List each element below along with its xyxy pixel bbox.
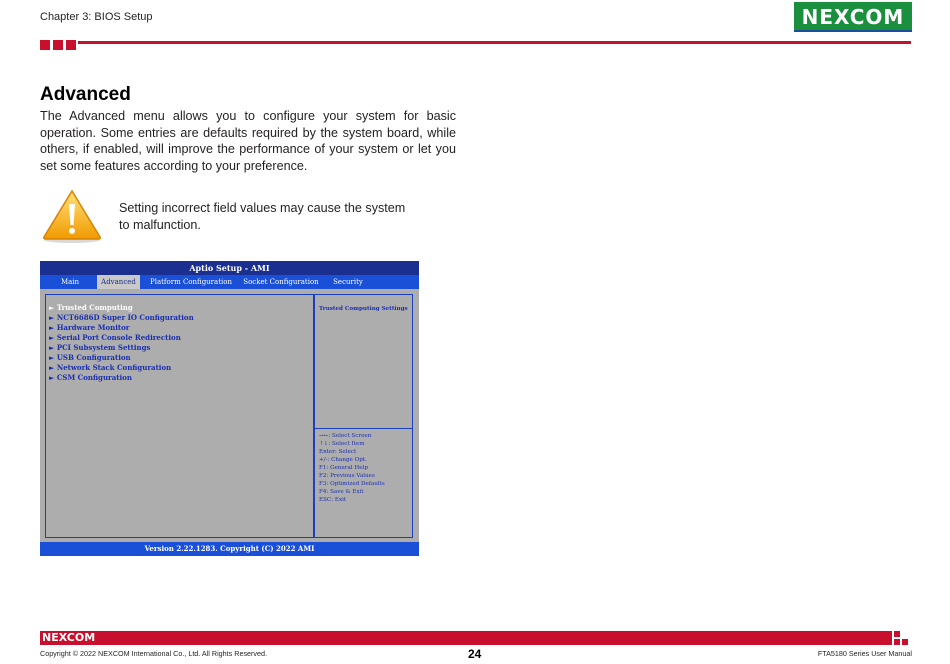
tab-platform-configuration[interactable]: Platform Configuration (150, 278, 232, 286)
footer-logo: NEXCOM (40, 631, 102, 645)
tab-advanced[interactable]: Advanced (97, 275, 140, 289)
key-hint: F3: Optimized Defaults (319, 481, 385, 487)
header-square (40, 40, 50, 50)
menu-item-network-stack[interactable]: ► Network Stack Configuration (49, 363, 172, 372)
chapter-title: Chapter 3: BIOS Setup (40, 11, 153, 23)
bios-help-panel (313, 294, 413, 538)
help-panel-divider (313, 428, 413, 429)
logo-underline (794, 30, 912, 32)
intro-paragraph: The Advanced menu allows you to configure your system for basic operation. Some entries are defaults required by the system board, while others, if enabled, will improve the performance of your system or let you set some features according to your preference. (40, 109, 456, 173)
key-hint: ↑↓: Select Item (319, 441, 365, 447)
header-square (53, 40, 63, 50)
bios-screenshot (40, 261, 419, 556)
tab-security[interactable]: Security (333, 278, 363, 286)
footer-square (894, 639, 900, 645)
key-hint: F4: Save & Exit (319, 489, 364, 495)
menu-item-super-io[interactable]: ► NCT6686D Super IO Configuration (49, 313, 194, 322)
bios-title: Aptio Setup - AMI (40, 261, 419, 275)
key-hint: ESC: Exit (319, 497, 347, 503)
key-hint: +/-: Change Opt. (319, 457, 367, 463)
footer-square (902, 639, 908, 645)
page-number: 24 (468, 647, 482, 661)
footer-square (894, 631, 900, 637)
bios-version-footer: Version 2.22.1283. Copyright (C) 2022 AMI (40, 542, 419, 556)
tab-socket-configuration[interactable]: Socket Configuration (243, 278, 319, 286)
bios-tab-bar (40, 275, 419, 289)
help-text: Trusted Computing Settings (319, 306, 408, 312)
manual-title: FTA5180 Series User Manual (817, 649, 912, 658)
key-hint: →←: Select Screen (319, 433, 372, 439)
header-square (66, 40, 76, 50)
menu-item-trusted-computing[interactable]: ► Trusted Computing (49, 303, 133, 312)
nexcom-logo (794, 2, 912, 32)
logo-text: NEXCOM (801, 5, 905, 29)
key-hint: Enter: Select (319, 449, 357, 455)
footer-bar (40, 631, 892, 645)
key-hint: F2: Previous Values (319, 473, 375, 479)
key-hint: F1: General Help (319, 465, 368, 471)
bios-menu-panel (45, 294, 315, 538)
section-title: Advanced (40, 84, 131, 105)
menu-item-serial-port[interactable]: ► Serial Port Console Redirection (49, 333, 181, 342)
warning-triangle-icon (41, 188, 103, 244)
menu-item-pci-subsystem[interactable]: ► PCI Subsystem Settings (49, 343, 151, 352)
menu-item-csm[interactable]: ► CSM Configuration (49, 373, 132, 382)
menu-item-usb[interactable]: ► USB Configuration (49, 353, 131, 362)
tab-main[interactable]: Main (60, 278, 80, 286)
header-rule (78, 41, 911, 44)
menu-item-hardware-monitor[interactable]: ► Hardware Monitor (49, 323, 130, 332)
warning-text: Setting incorrect field values may cause the system to malfunction. (119, 201, 406, 232)
copyright-text: Copyright © 2022 NEXCOM International Co., Ltd. All Rights Reserved. (40, 649, 268, 658)
